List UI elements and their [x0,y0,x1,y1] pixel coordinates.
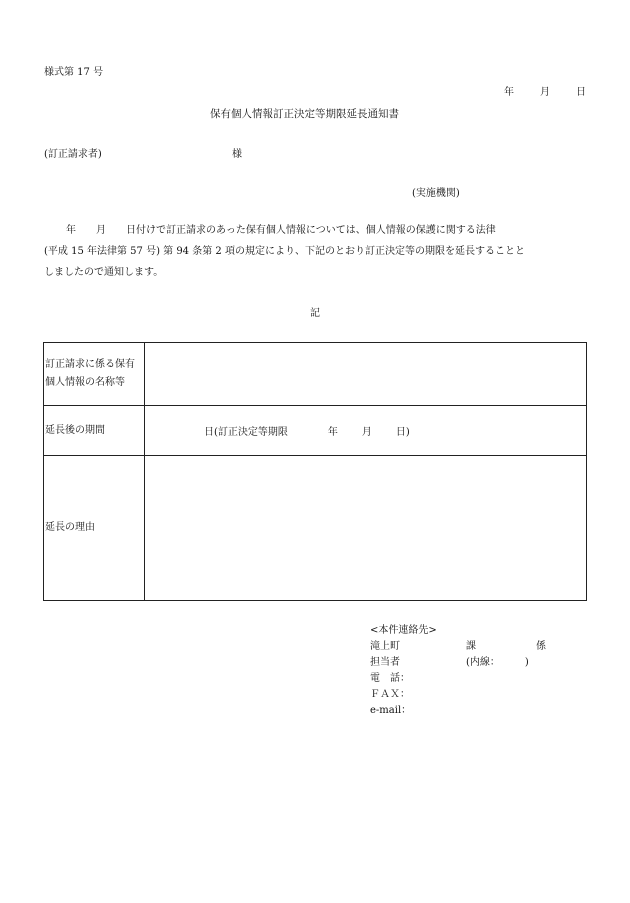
contact-fax: ＦＡＸ： [370,689,410,700]
contact-section: 課 [466,641,476,652]
extension-reason-value [145,456,587,601]
extended-period-label: 延長後の期間 [44,406,145,456]
contact-town: 滝上町 [370,641,400,652]
form-number: 様式第 17 号 [44,67,104,78]
agency-label: (実施機関) [412,188,460,199]
requester-honorific: 様 [232,149,242,160]
date-month: 月 [540,87,550,98]
document-title: 保有個人情報訂正決定等期限延長通知書 [210,108,399,120]
requester-label: (訂正請求者) [44,149,102,160]
ki-heading: 記 [310,308,320,319]
extension-reason-label: 延長の理由 [44,456,145,601]
record-name-label: 訂正請求に係る保有個人情報の名称等 [44,343,145,406]
period-year: 年 [327,427,338,438]
period-month: 月 [361,427,372,438]
info-table [43,342,587,601]
body-line-1: 年 月 日付けで訂正請求のあった保有個人情報については、個人情報の保護に関する法律 [66,225,496,236]
contact-dept-row [370,639,546,655]
contact-heading: <本件連絡先> [370,625,437,636]
extended-period-value [145,406,587,456]
contact-block [370,623,546,719]
record-name-value [145,343,587,406]
date-day: 日 [576,87,586,98]
table-row [44,343,587,406]
table-row [44,406,587,456]
body-line-2: (平成 15 年法律第 57 号) 第 94 条第 2 項の規定により、下記のとおり訂正決定等の期限を延長することと [44,246,525,257]
date-year: 年 [504,87,514,98]
body-line-3: しましたので通知します。 [44,267,164,278]
contact-unit: 係 [536,641,546,652]
contact-phone: 電 話： [370,673,410,684]
contact-person: 担当者 [370,657,400,668]
period-day-close: 日) [395,427,410,438]
contact-person-row [370,655,529,671]
contact-email: e-mail： [370,705,412,716]
table-row [44,456,587,601]
date-line [504,88,586,98]
period-day: 日(訂正決定等期限 [204,427,288,438]
contact-extension: (内線： ) [466,657,529,668]
